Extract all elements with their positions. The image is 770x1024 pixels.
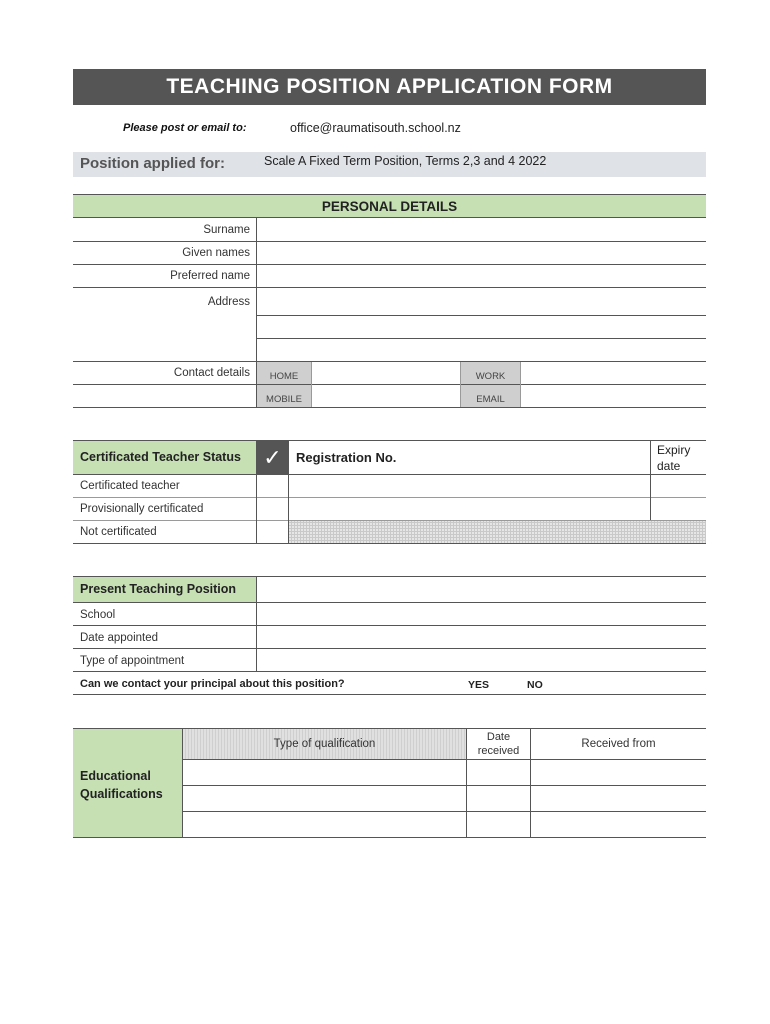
divider: [73, 543, 706, 544]
post-email-label: Please post or email to:: [123, 122, 247, 134]
registration-no-field[interactable]: [289, 475, 650, 497]
date-appointed-label: Date appointed: [80, 632, 159, 644]
email-label: EMAIL: [461, 385, 520, 407]
provisional-checkbox[interactable]: [257, 498, 288, 520]
given-names-field[interactable]: [257, 242, 706, 264]
preferred-name-field[interactable]: [257, 265, 706, 287]
position-value: Scale A Fixed Term Position, Terms 2,3 and 4 2022: [264, 154, 547, 168]
type-of-appointment-label: Type of appointment: [80, 655, 185, 667]
address-label: Address: [207, 296, 250, 308]
work-phone-field[interactable]: [521, 362, 706, 384]
qualification-from-field[interactable]: [531, 760, 706, 785]
mobile-phone-field[interactable]: [312, 385, 460, 407]
position-label: Position applied for:: [80, 155, 225, 172]
yes-option[interactable]: YES: [468, 679, 490, 691]
address-field[interactable]: [257, 288, 706, 361]
cert-row-label: Provisionally certificated: [80, 503, 204, 515]
email-field[interactable]: [521, 385, 706, 407]
personal-details-heading: PERSONAL DETAILS: [73, 194, 706, 218]
school-email: office@raumatisouth.school.nz: [290, 121, 461, 135]
date-received-line1: Date: [486, 731, 511, 743]
not-certificated-checkbox[interactable]: [257, 521, 288, 543]
present-position-heading: Present Teaching Position: [80, 582, 237, 596]
received-from-header: Received from: [581, 738, 656, 750]
surname-label: Surname: [203, 224, 250, 236]
divider: [73, 671, 706, 672]
divider: [73, 837, 706, 838]
divider: [73, 694, 706, 695]
mobile-phone-label: MOBILE: [257, 385, 311, 407]
type-of-appointment-field[interactable]: [257, 649, 706, 671]
qualification-type-field[interactable]: [183, 812, 466, 837]
contact-principal-question: Can we contact your principal about this position?: [80, 678, 345, 690]
home-phone-field[interactable]: [312, 362, 460, 384]
date-appointed-field[interactable]: [257, 626, 706, 648]
certificated-checkbox[interactable]: [257, 475, 288, 497]
qualification-type-field[interactable]: [183, 786, 466, 811]
date-received-header: [467, 729, 530, 759]
qualifications-heading-line1: Educational: [80, 769, 151, 783]
qualification-date-field[interactable]: [467, 812, 530, 837]
given-names-label: Given names: [182, 247, 250, 259]
divider: [73, 407, 706, 408]
date-received-line2: received: [477, 745, 520, 757]
registration-no-field-2[interactable]: [289, 498, 650, 520]
present-position-field[interactable]: [257, 577, 706, 602]
expiry-label-line2: date: [657, 459, 681, 473]
expiry-date-field-2[interactable]: [651, 498, 706, 520]
work-phone-label: WORK: [461, 362, 520, 384]
form-title: TEACHING POSITION APPLICATION FORM: [73, 69, 706, 105]
surname-field[interactable]: [257, 219, 706, 241]
school-field[interactable]: [257, 603, 706, 625]
cert-row-label: Certificated teacher: [80, 480, 180, 492]
registration-label: Registration No.: [296, 450, 397, 465]
qualification-date-field[interactable]: [467, 760, 530, 785]
disabled-hatched-cell: [289, 521, 706, 543]
qualification-from-field[interactable]: [531, 812, 706, 837]
qualifications-heading-line2: Qualifications: [80, 787, 163, 801]
type-of-qualification-header: Type of qualification: [183, 729, 466, 759]
cert-row-label: Not certificated: [80, 526, 157, 538]
qualification-from-field[interactable]: [531, 786, 706, 811]
school-label: School: [80, 609, 116, 621]
preferred-name-label: Preferred name: [170, 270, 250, 282]
expiry-label-line1: Expiry: [657, 443, 691, 457]
qualification-date-field[interactable]: [467, 786, 530, 811]
qualifications-heading: [80, 767, 163, 803]
checkmark-icon: ✓: [257, 441, 288, 474]
expiry-date-field[interactable]: [651, 475, 706, 497]
qualification-type-field[interactable]: [183, 760, 466, 785]
no-option[interactable]: NO: [527, 679, 543, 691]
expiry-date-label: [657, 442, 690, 474]
home-phone-label: HOME: [257, 362, 311, 384]
cert-status-heading: Certificated Teacher Status: [80, 450, 241, 464]
contact-details-label: Contact details: [173, 367, 250, 379]
